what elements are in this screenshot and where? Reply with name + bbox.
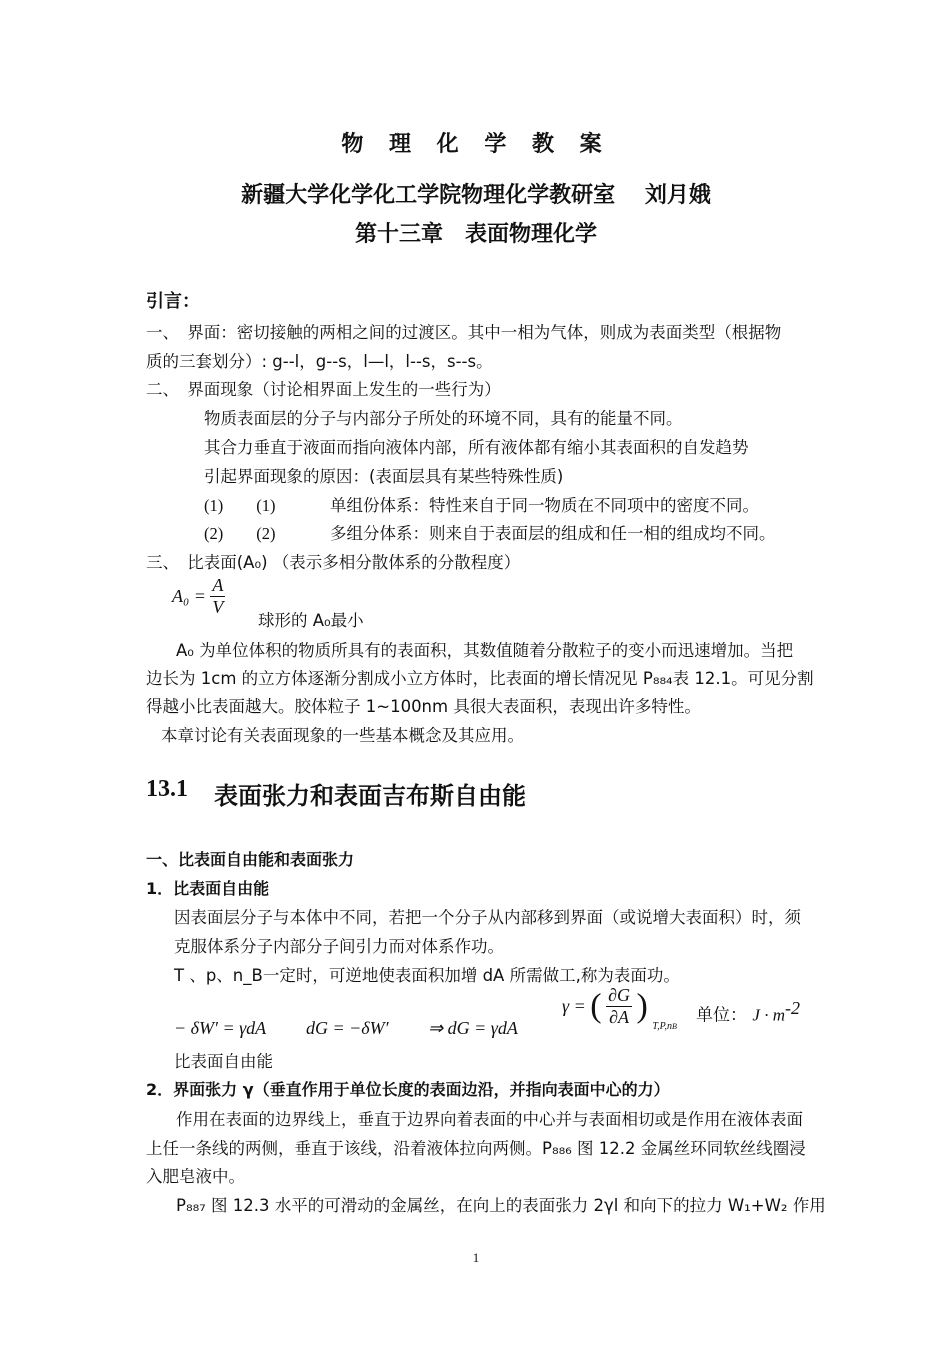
definition-numerator: ∂G xyxy=(608,985,630,1005)
subsubsection-heading-2: 2．界面张力 γ（垂直作用于单位长度的表面边沿，并指向表面中心的力） xyxy=(146,1080,670,1099)
specific-area-formula xyxy=(172,575,225,618)
unit-label: 单位： xyxy=(696,1005,747,1026)
section-p7: 入肥皂液中。 xyxy=(146,1167,245,1186)
item2-text: 多组分体系：则来自于表面层的组成和任一相的组成均不同。 xyxy=(330,524,776,543)
intro-line9: 三、 比表面(A₀) （表示多相分散体系的分散程度） xyxy=(146,553,521,572)
intro-line4: 物质表面层的分子与内部分子所处的环境不同，具有的能量不同。 xyxy=(204,409,683,428)
section-title: 表面张力和表面吉布斯自由能 xyxy=(214,782,526,810)
surface-tension-definition xyxy=(562,985,677,1032)
section-p1: 因表面层分子与本体中不同，若把一个分子从内部移到界面（或说增大表面积）时，须 xyxy=(174,908,801,927)
unit-exponent: -2 xyxy=(784,998,800,1018)
definition-subscript: T,P,n xyxy=(652,1020,672,1032)
page-number: 1 xyxy=(472,1250,480,1265)
formula-note: 球形的 A₀最小 xyxy=(258,611,364,630)
unit-value: J · m xyxy=(752,1005,785,1025)
intro-line2: 质的三套划分）: g--l，g--s，l—l，l--s，s--s。 xyxy=(146,352,493,371)
intro-line1: 一、 界面：密切接触的两相之间的过渡区。其中一相为气体，则成为表面类型（根据物 xyxy=(146,323,782,342)
intro-heading: 引言： xyxy=(146,291,200,312)
subsubsection-heading-1: 1．比表面自由能 xyxy=(146,879,270,898)
doc-title: 物 理 化 学 教 案 xyxy=(341,132,611,157)
chapter-title: 第十三章 表面物理化学 xyxy=(354,222,597,247)
definition-lhs: γ = xyxy=(562,996,586,1016)
intro-para3: 得越小比表面越大。胶体粒子 1~100nm 具很大表面积，表现出许多特性。 xyxy=(146,697,701,716)
section-p6: 上任一条线的两侧，垂直于该线，沿着液体拉向两侧。P₈₈₆ 图 12.2 金属丝环同软丝线圈浸 xyxy=(146,1139,806,1158)
section-number: 13.1 xyxy=(146,776,188,802)
definition-subsubscript: B xyxy=(671,1021,677,1031)
intro-para1: A₀ 为单位体积的物质所具有的表面积，其数值随着分散粒子的变小而迅速增加。当把 xyxy=(176,641,794,660)
intro-line5: 其合力垂直于液面而指向液体内部，所有液体都有缩小其表面积的自发趋势 xyxy=(204,438,749,457)
item1-text: 单组份体系：特性来自于同一物质在不同项中的密度不同。 xyxy=(330,496,759,515)
equation-result: ⇒ dG = γdA xyxy=(428,1018,518,1038)
unit-readout xyxy=(696,998,800,1026)
definition-denominator: ∂A xyxy=(609,1007,629,1027)
intro-line3: 二、 界面现象（讨论相界面上发生的一些行为） xyxy=(146,380,501,399)
doc-affiliation: 新疆大学化学化工学院物理化学教研室 刘月娥 xyxy=(241,183,711,208)
section-p2: 克服体系分子内部分子间引力而对体系作功。 xyxy=(174,937,504,956)
equation-gibbs: dG = −δW′ xyxy=(306,1018,389,1038)
section-p4: 比表面自由能 xyxy=(174,1052,273,1071)
intro-para2: 边长为 1cm 的立方体逐渐分割成小立方体时，比表面的增长情况见 P₈₈₄表 12.1。可见分割 xyxy=(146,669,814,688)
section-p3: T 、p、n_B一定时，可逆地使表面积加增 dA 所需做工,称为表面功。 xyxy=(174,966,680,985)
equation-work: − δW′ = γdA xyxy=(174,1018,267,1038)
item1-number: (1) (1) xyxy=(204,496,276,515)
right-paren: ) xyxy=(636,987,648,1025)
formula-lhs: A₀ = xyxy=(172,586,206,606)
section-p8: P₈₈₇ 图 12.3 水平的可滑动的金属丝，在向上的表面张力 2γl 和向下的拉力 W₁+W₂ 作用 xyxy=(176,1196,826,1215)
subsection-heading: 一、比表面自由能和表面张力 xyxy=(146,850,355,869)
intro-line6: 引起界面现象的原因：(表面层具有某些特殊性质) xyxy=(204,467,564,486)
formula-numerator: A xyxy=(212,575,224,595)
intro-para4: 本章讨论有关表面现象的一些基本概念及其应用。 xyxy=(161,726,524,745)
left-paren: ( xyxy=(590,987,602,1025)
item2-number: (2) (2) xyxy=(204,524,276,543)
formula-denominator: V xyxy=(212,597,224,617)
section-p5: 作用在表面的边界线上，垂直于边界向着表面的中心并与表面相切或是作用在液体表面 xyxy=(176,1110,803,1129)
